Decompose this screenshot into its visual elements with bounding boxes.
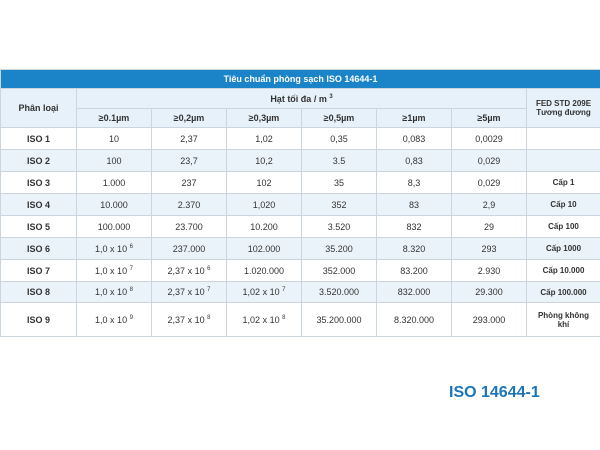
fed-std-cell: Cấp 100.000: [527, 282, 600, 303]
value-cell: 2,9: [452, 194, 527, 216]
fed-std-cell: Cấp 1: [527, 172, 600, 194]
value-cell: 102: [227, 172, 302, 194]
size-header: ≥0.1µm: [77, 109, 152, 128]
fed-std-cell: [527, 128, 600, 150]
class-cell: ISO 7: [1, 260, 77, 282]
fed-std-cell: Cấp 10.000: [527, 260, 600, 282]
table-row: [1, 216, 600, 238]
value-cell: 29: [452, 216, 527, 238]
table-row: [1, 150, 600, 172]
value-cell: 237: [152, 172, 227, 194]
value-cell: 293.000: [452, 303, 527, 337]
value-cell: 23,7: [152, 150, 227, 172]
value-cell: 0,029: [452, 150, 527, 172]
value-cell: 100: [77, 150, 152, 172]
value-cell: 0,0029: [452, 128, 527, 150]
value-cell: 8.320.000: [377, 303, 452, 337]
value-cell: 10: [77, 128, 152, 150]
iso-cleanroom-table: [0, 69, 600, 337]
value-cell: 1,0 x 10 $^9$: [77, 303, 152, 337]
table-row: [1, 128, 600, 150]
table-row: [1, 194, 600, 216]
value-cell: 1,02 x 10 $^8$: [227, 303, 302, 337]
size-header: ≥5µm: [452, 109, 527, 128]
value-cell: 2,37 x 10 $^8$: [152, 303, 227, 337]
table-body: [1, 128, 600, 337]
value-cell: 1,0 x 10 $^6$: [77, 238, 152, 260]
value-cell: 237.000: [152, 238, 227, 260]
value-cell: 10,2: [227, 150, 302, 172]
class-column-header: Phân loại: [1, 89, 77, 128]
class-cell: ISO 4: [1, 194, 77, 216]
value-cell: 35.200: [302, 238, 377, 260]
value-cell: 832.000: [377, 282, 452, 303]
size-header: ≥1µm: [377, 109, 452, 128]
table-row: [1, 303, 600, 337]
value-cell: 2.370: [152, 194, 227, 216]
size-header: ≥0,3µm: [227, 109, 302, 128]
value-cell: 1,02 x 10 $^7$: [227, 282, 302, 303]
fed-std-header: FED STD 209E Tương đương: [527, 89, 600, 128]
class-cell: ISO 8: [1, 282, 77, 303]
table-row: [1, 238, 600, 260]
value-cell: 352.000: [302, 260, 377, 282]
value-cell: 2,37: [152, 128, 227, 150]
value-cell: 83: [377, 194, 452, 216]
table-row: [1, 260, 600, 282]
class-cell: ISO 3: [1, 172, 77, 194]
size-header: ≥0,5µm: [302, 109, 377, 128]
value-cell: 100.000: [77, 216, 152, 238]
value-cell: 0,83: [377, 150, 452, 172]
value-cell: 2.930: [452, 260, 527, 282]
value-cell: 8,3: [377, 172, 452, 194]
value-cell: 1.000: [77, 172, 152, 194]
value-cell: 23.700: [152, 216, 227, 238]
value-cell: 0,083: [377, 128, 452, 150]
fed-std-cell: Cấp 100: [527, 216, 600, 238]
class-cell: ISO 5: [1, 216, 77, 238]
class-cell: ISO 9: [1, 303, 77, 337]
max-particles-header: Hạt tối đa / m $^3$: [77, 89, 527, 109]
table-title: Tiêu chuẩn phòng sạch ISO 14644-1: [1, 70, 600, 89]
value-cell: 0,35: [302, 128, 377, 150]
value-cell: 3.520.000: [302, 282, 377, 303]
value-cell: 832: [377, 216, 452, 238]
value-cell: 1,0 x 10 $^7$: [77, 260, 152, 282]
table-row: [1, 282, 600, 303]
class-cell: ISO 1: [1, 128, 77, 150]
caption: ISO 14644-1: [449, 384, 540, 401]
value-cell: 3.5: [302, 150, 377, 172]
size-header: ≥0,2µm: [152, 109, 227, 128]
fed-std-cell: Cấp 10: [527, 194, 600, 216]
value-cell: 102.000: [227, 238, 302, 260]
value-cell: 1,02: [227, 128, 302, 150]
value-cell: 293: [452, 238, 527, 260]
value-cell: 0,029: [452, 172, 527, 194]
value-cell: 352: [302, 194, 377, 216]
value-cell: 29.300: [452, 282, 527, 303]
fed-std-cell: Cấp 1000: [527, 238, 600, 260]
value-cell: 35: [302, 172, 377, 194]
class-cell: ISO 2: [1, 150, 77, 172]
value-cell: 1,020: [227, 194, 302, 216]
value-cell: 2,37 x 10 $^7$: [152, 282, 227, 303]
value-cell: 3.520: [302, 216, 377, 238]
value-cell: 1.020.000: [227, 260, 302, 282]
fed-std-cell: [527, 150, 600, 172]
value-cell: 10.000: [77, 194, 152, 216]
value-cell: 35.200.000: [302, 303, 377, 337]
table-row: [1, 172, 600, 194]
value-cell: 10.200: [227, 216, 302, 238]
value-cell: 8.320: [377, 238, 452, 260]
class-cell: ISO 6: [1, 238, 77, 260]
value-cell: 1,0 x 10 $^8$: [77, 282, 152, 303]
value-cell: 2,37 x 10 $^6$: [152, 260, 227, 282]
value-cell: 83.200: [377, 260, 452, 282]
fed-std-cell: Phòng không khí: [527, 303, 600, 337]
